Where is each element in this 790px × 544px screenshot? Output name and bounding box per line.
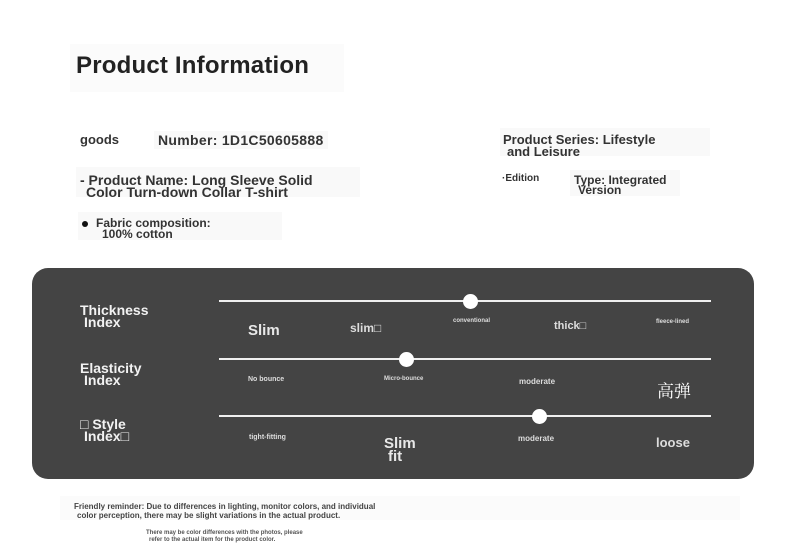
thickness-option-thick: thick□ xyxy=(554,320,587,332)
thickness-option-slim2: slim□ xyxy=(350,321,382,335)
thickness-slider-knob[interactable] xyxy=(463,294,478,309)
fabric-line2: 100% cotton xyxy=(102,227,173,241)
style-option-loose: loose xyxy=(656,435,690,450)
product-type xyxy=(570,170,680,196)
thickness-option-slim: Slim xyxy=(248,322,280,339)
elasticity-index-label xyxy=(80,362,141,386)
reminder-line2: color perception, there may be slight variations in the actual product. xyxy=(77,511,341,520)
elasticity-slider-track[interactable] xyxy=(219,358,711,360)
elasticity-option-moderate: moderate xyxy=(519,377,556,386)
goods-label: goods xyxy=(80,132,119,147)
style-slider-knob[interactable] xyxy=(532,409,547,424)
product-type-line1: Type: Integrated xyxy=(574,173,667,187)
product-series-line2: and Leisure xyxy=(507,144,580,159)
bullet-dot-icon xyxy=(82,221,88,227)
style-label-line2: Index□ xyxy=(84,428,130,444)
style-index-label xyxy=(80,418,129,442)
product-number: Number: 1D1C50605888 xyxy=(154,131,328,149)
color-note-line1: There may be color differences with the photos, please xyxy=(146,530,303,536)
fabric-line1: Fabric composition: xyxy=(96,216,211,230)
color-note xyxy=(146,530,303,544)
product-series-line1: Product Series: Lifestyle xyxy=(503,132,656,147)
elasticity-option-micro-bounce: Micro-bounce xyxy=(384,376,424,382)
style-option-moderate: moderate xyxy=(518,434,555,443)
thickness-option-fleece-lined: fleece-lined xyxy=(656,319,690,325)
color-note-line2: refer to the actual item for the product color. xyxy=(149,537,276,543)
product-type-line2: Version xyxy=(578,183,622,197)
style-slider-track[interactable] xyxy=(219,415,711,417)
product-name xyxy=(76,167,360,200)
page-title: Product Information xyxy=(70,44,344,92)
style-option-tight-fitting: tight-fitting xyxy=(249,434,286,441)
product-series xyxy=(500,128,710,159)
elasticity-option-no-bounce: No bounce xyxy=(248,376,285,383)
product-name-line1: - Product Name: Long Sleeve Solid xyxy=(80,172,313,188)
product-name-line2: Color Turn-down Collar T-shirt xyxy=(86,184,288,200)
elasticity-option-high-elastic: 高弹 xyxy=(657,382,691,402)
style-label-line1: □ Style xyxy=(80,416,126,432)
thickness-option-conventional: conventional xyxy=(453,318,491,324)
thickness-label-line1: Thickness xyxy=(80,302,149,318)
reminder-line1: Friendly reminder: Due to differences in lighting, monitor colors, and individual xyxy=(74,502,376,511)
style-option-slim: Slim xyxy=(384,435,416,452)
style-option-slim-fit xyxy=(384,437,416,463)
reminder-text xyxy=(74,502,375,520)
style-option-fit: fit xyxy=(388,448,403,465)
fabric-composition xyxy=(78,212,282,240)
elasticity-slider-knob[interactable] xyxy=(399,352,414,367)
edition-label: ·Edition xyxy=(502,173,540,184)
elasticity-label-line2: Index xyxy=(84,372,121,388)
thickness-label-line2: Index xyxy=(84,314,121,330)
elasticity-label-line1: Elasticity xyxy=(80,360,142,376)
thickness-index-label xyxy=(80,304,148,328)
